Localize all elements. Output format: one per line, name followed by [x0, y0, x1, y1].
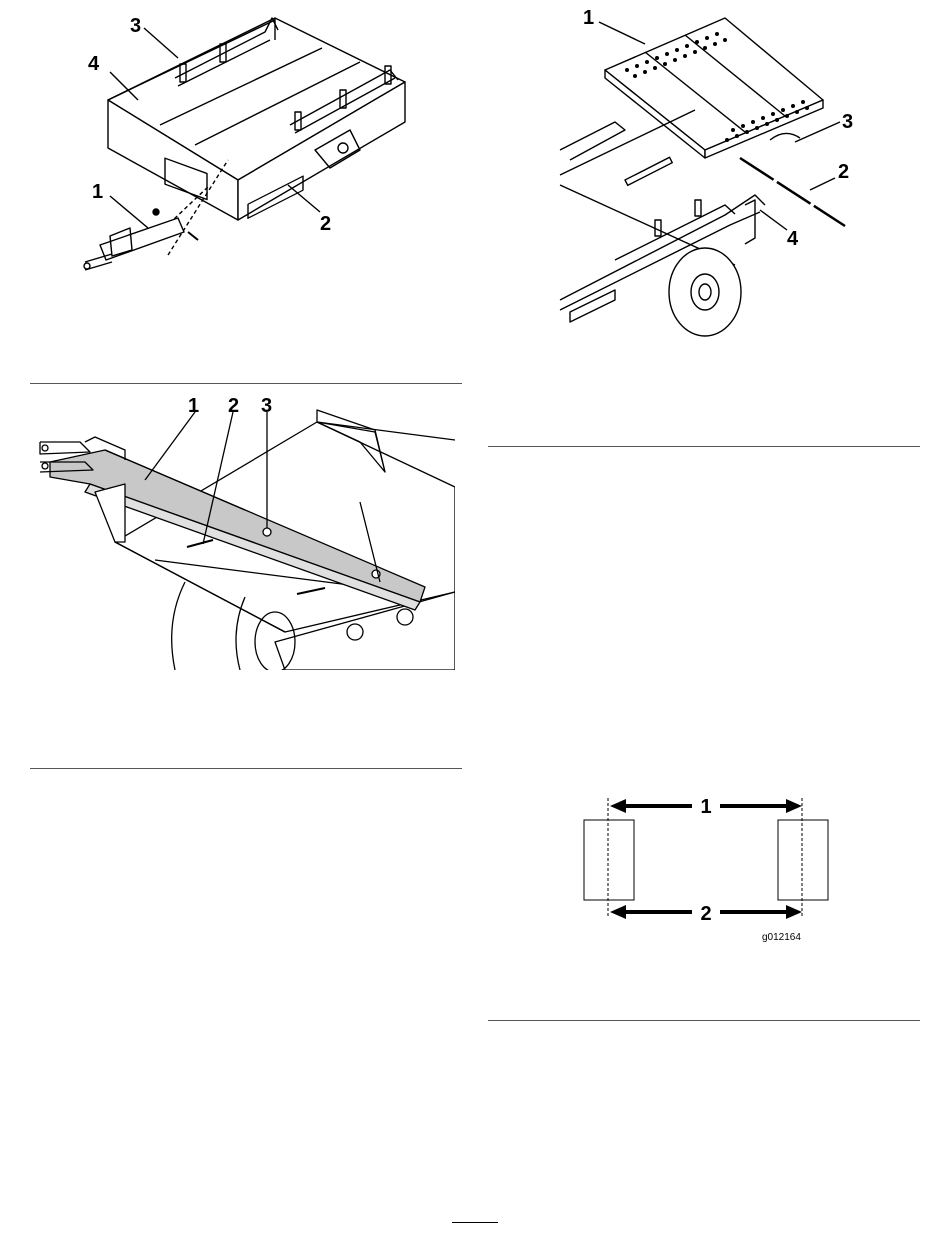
graphic-id: g012164 — [762, 932, 801, 943]
figure-trailer-tongue-assembly — [60, 0, 480, 300]
figure-2-callout-2: 2 — [838, 161, 850, 183]
trailer-wheel — [669, 248, 741, 336]
extension-panel — [605, 18, 823, 150]
figure-bed-extension-panel — [555, 0, 880, 345]
figure-4-callout-2: 2 — [700, 903, 712, 925]
tongue-tube — [100, 218, 184, 260]
figure-2-callout-4: 4 — [787, 228, 799, 250]
right-tire — [778, 820, 828, 900]
figure-2-callout-3: 3 — [842, 111, 854, 133]
figure-3-callout-1: 1 — [188, 395, 200, 417]
separator-rule — [488, 446, 920, 447]
separator-rule — [30, 768, 462, 769]
figure-1-callout-2: 2 — [320, 213, 332, 235]
figure-1-callout-3: 3 — [130, 15, 142, 37]
figure-4-callout-1: 1 — [700, 796, 712, 818]
figure-1-callout-1: 1 — [92, 181, 104, 203]
figure-3-callout-2: 2 — [228, 395, 240, 417]
separator-rule — [30, 383, 462, 384]
page-number-line — [452, 1222, 498, 1223]
separator-rule — [488, 1020, 920, 1021]
figure-tongue-bar-underside — [35, 392, 455, 670]
figure-2-callout-1: 1 — [583, 7, 595, 29]
figure-wheel-spacing — [580, 790, 840, 950]
left-tire — [584, 820, 634, 900]
figure-1-callout-4: 4 — [88, 53, 100, 75]
figure-3-callout-3: 3 — [261, 395, 273, 417]
